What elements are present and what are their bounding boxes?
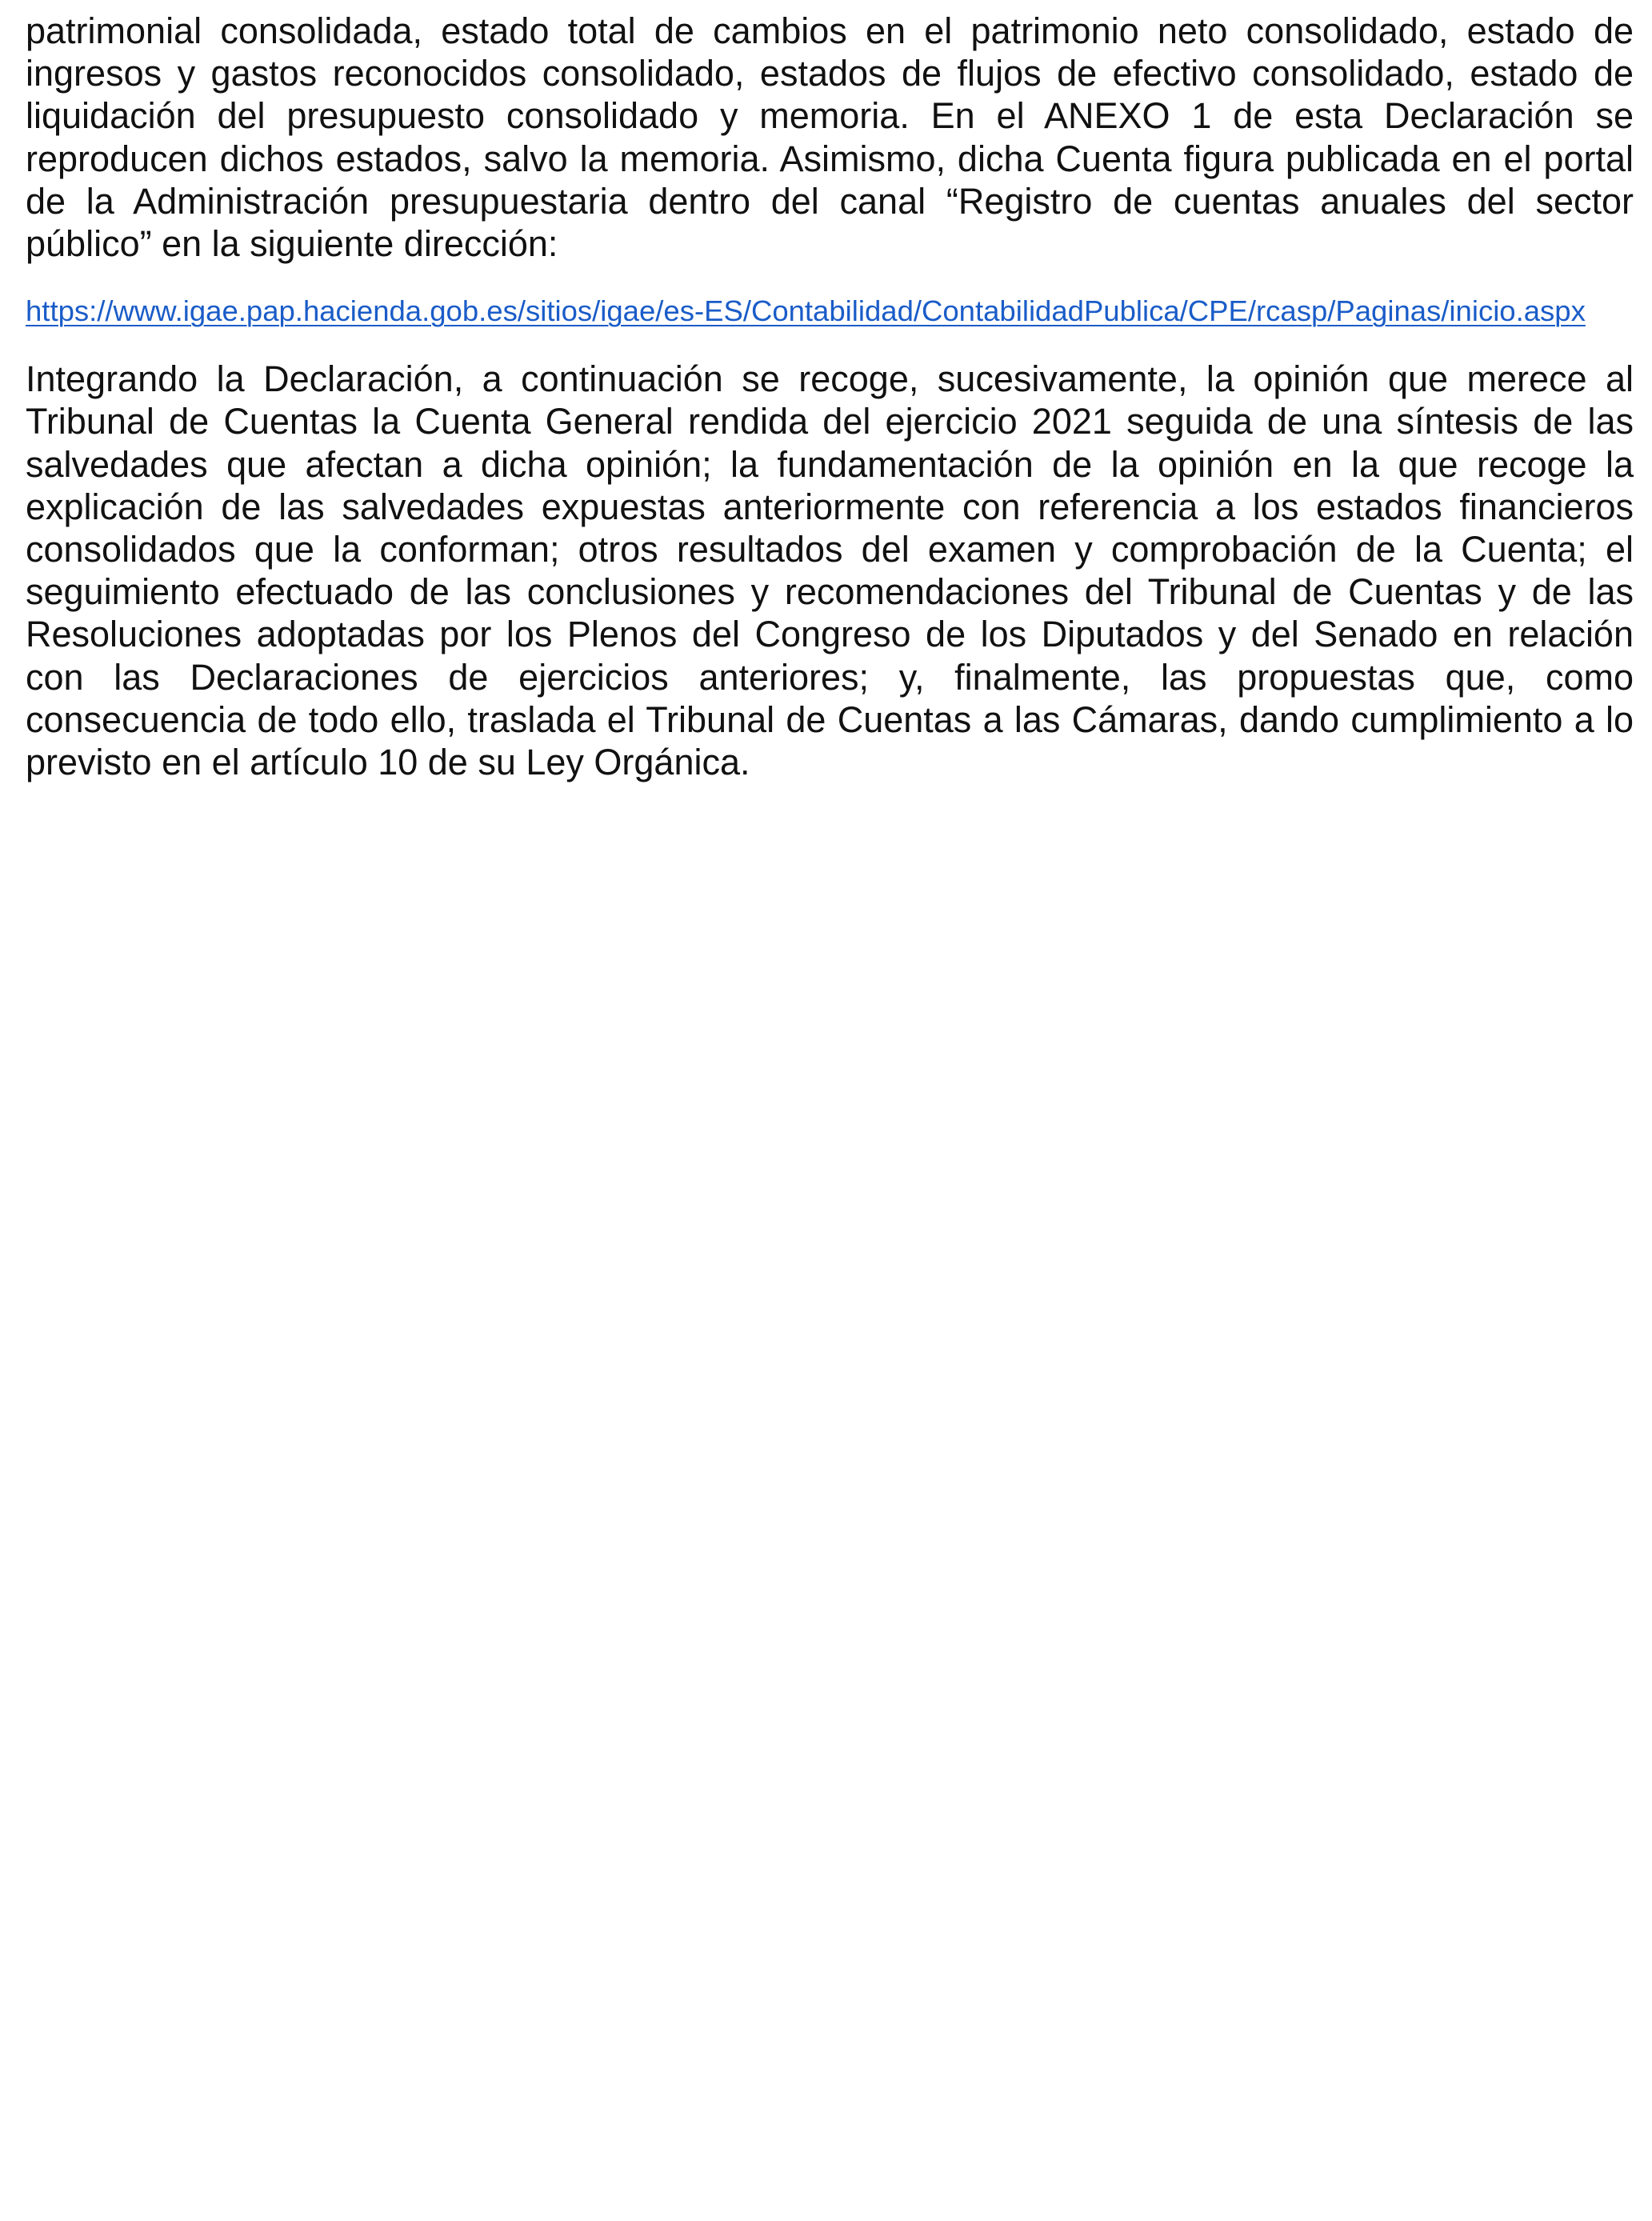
document-page bbox=[26, 10, 1634, 783]
rcasp-portal-link[interactable]: https://www.igae.pap.hacienda.gob.es/sitios/igae/es-ES/Contabilidad/ContabilidadPublica/CPE/rcasp/Paginas/inicio.aspx bbox=[26, 294, 1586, 328]
paragraph-consolidated-statements: patrimonial consolidada, estado total de cambios en el patrimonio neto consolidado, estado de ingresos y gastos reconocidos consolidado, estados de flujos de efectivo consolidado, estado de liquidación del presupuesto consolidado y memoria. En el ANEXO 1 de esta Declaración se reproducen dichos estados, salvo la memoria. Asimismo, dicha Cuenta figura publicada en el portal de la Administración presupuestaria dentro del canal “Registro de cuentas anuales del sector público” en la siguiente dirección: bbox=[26, 10, 1634, 265]
link-line bbox=[26, 295, 1634, 327]
paragraph-declaration-structure: Integrando la Declaración, a continuación se recoge, sucesivamente, la opinión que merece al Tribunal de Cuentas la Cuenta General rendida del ejercicio 2021 seguida de una síntesis de las salvedades que afectan a dicha opinión; la fundamentación de la opinión en la que recoge la explicación de las salvedades expuestas anteriormente con referencia a los estados financieros consolidados que la conforman; otros resultados del examen y comprobación de la Cuenta; el seguimiento efectuado de las conclusiones y recomendaciones del Tribunal de Cuentas y de las Resoluciones adoptadas por los Plenos del Congreso de los Diputados y del Senado en relación con las Declaraciones de ejercicios anteriores; y, finalmente, las propuestas que, como consecuencia de todo ello, traslada el Tribunal de Cuentas a las Cámaras, dando cumplimiento a lo previsto en el artículo 10 de su Ley Orgánica. bbox=[26, 358, 1634, 783]
